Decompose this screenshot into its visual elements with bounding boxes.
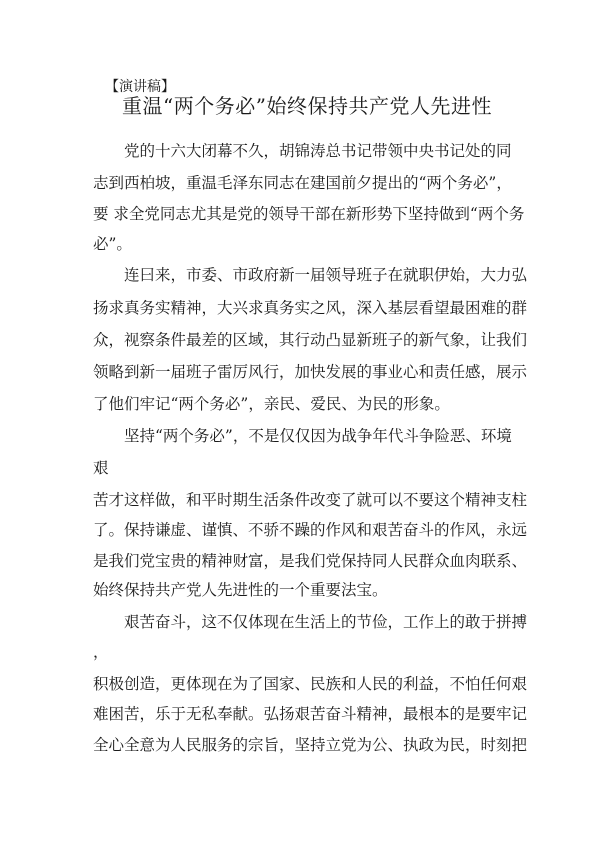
text-line: 连曰来，市委、市政府新一届领导班子在就职伊始，大力弘 [124, 266, 528, 284]
text-line: 积极创造，更体现在为了国家、民族和人民的利益，不怕任何艰 [93, 675, 528, 693]
text-line: 艰 [93, 459, 109, 477]
text-line: 领略到新一届班子雷厉风行，加快发展的事业心和责任感，展示 [93, 363, 528, 381]
doc-tag: 【演讲稿】 [105, 79, 175, 95]
text-line: 苦才这样做，和平时期生活条件改变了就可以不要这个精神支柱 [93, 491, 528, 509]
text-line: ， [93, 643, 109, 661]
text-line: 坚持“两个务必”，不是仅仅因为战争年代斗争险恶、环境 [124, 427, 512, 445]
text-line: 艰苦奋斗，这不仅体现在生活上的节俭，工作上的敢于拼搏 [124, 613, 528, 631]
doc-title: 重温“两个务必”始终保持共产党人先进性 [122, 94, 492, 118]
text-line: 众，视察条件最差的区域，其行动凸显新班子的新气象，让我们 [93, 331, 528, 349]
text-line: 要 求全党同志尤其是党的领导干部在新形势下坚持做到“两个务 [93, 205, 525, 223]
text-line: 难困苦，乐于无私奉献。弘扬艰苦奋斗精神，最根本的是要牢记 [93, 705, 528, 723]
text-line: 党的十六大闭幕不久，胡锦涛总书记带领中央书记处的同 [124, 142, 512, 160]
text-line: 是我们党宝贵的精神财富，是我们党保持同人民群众血肉联系、 [93, 552, 528, 570]
text-line: 了他们牢记“两个务必”，亲民、爱民、为民的形象。 [93, 395, 450, 413]
text-line: 始终保持共产党人先进性的一个重要法宝。 [93, 581, 388, 599]
text-line: 必”。 [93, 235, 132, 253]
text-line: 了。保持谦虚、谨慎、不骄不躁的作风和艰苦奋斗的作风，永远 [93, 521, 528, 539]
text-line: 志到西柏坡，重温毛泽东同志在建国前夕提出的“两个务必”， [93, 174, 512, 192]
text-line: 全心全意为人民服务的宗旨，坚持立党为公、执政为民，时刻把 [93, 736, 528, 754]
text-line: 扬求真务实精神，大兴求真务实之风，深入基层看望最困难的群 [93, 299, 528, 317]
